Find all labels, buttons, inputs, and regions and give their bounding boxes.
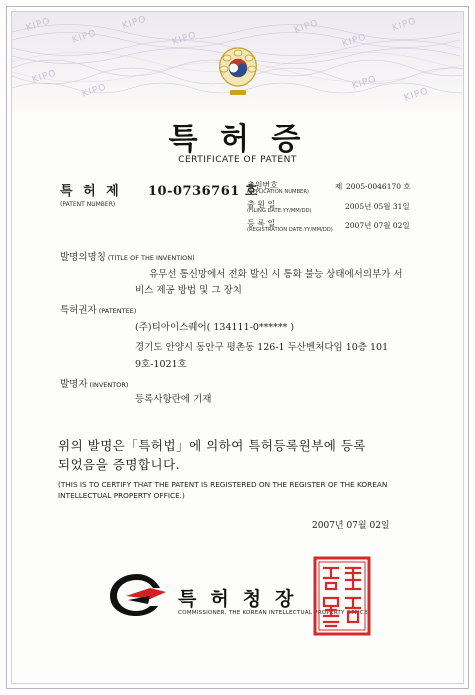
watermark-kipo-7: KIPO [391, 16, 419, 34]
watermark-kipo-2: KIPO [71, 28, 99, 46]
filing-date-label: 출 원 일 [247, 200, 276, 209]
inventor-value: 등록사항란에 기재 [135, 394, 212, 405]
invention-title-label-en: (TITLE OF THE INVENTION) [107, 254, 195, 262]
certification-statement [58, 436, 438, 474]
national-emblem-icon [212, 44, 264, 106]
patentee-label [60, 302, 136, 316]
certification-statement-en-line-1: (THIS IS TO CERTIFY THAT THE PATENT IS REGISTERED ON THE REGISTER OF THE KOREAN [58, 480, 388, 489]
patentee-name: (주)티아이스퀘어( 134111-0****** ) [135, 322, 295, 333]
application-number-label: 출원번호 [247, 181, 278, 190]
official-seal-icon [313, 556, 371, 636]
watermark-kipo-8: KIPO [31, 68, 59, 86]
patent-number-label: 특 허 제 [60, 184, 122, 199]
issue-date: 2007년 07월 02일 [312, 521, 390, 531]
kipo-logo-icon [106, 572, 168, 618]
certification-statement-en [58, 479, 458, 501]
application-number-value: 2005-0046170 호 [346, 182, 411, 191]
certificate-title: 특 허 증 [168, 122, 307, 157]
registration-date-value: 2007년 07월 02일 [345, 221, 410, 230]
watermark-kipo-10: KIPO [351, 74, 379, 92]
issuer-title: 특허청장 [178, 588, 308, 610]
invention-title-line-1: 유무선 통신망에서 전화 발신 시 통화 불능 상태에서의부가 서 [149, 269, 403, 280]
invention-title-label-ko: 발명의명칭 [60, 252, 106, 263]
registration-date-label: 등 록 일 [247, 219, 276, 228]
invention-title-label [60, 249, 195, 263]
application-number-prefix: 제 [335, 182, 343, 191]
certificate-subtitle: CERTIFICATE OF PATENT [178, 155, 297, 165]
watermark-kipo-3: KIPO [121, 14, 149, 32]
filing-date-value: 2005년 05월 31일 [345, 202, 410, 211]
patentee-label-ko: 특허권자 [60, 305, 97, 316]
patent-number-value: 10-0736761 호 [148, 184, 258, 199]
patentee-address-line-2: 9호-1021호 [135, 359, 187, 370]
patentee-label-en: (PATENTEE) [98, 307, 137, 315]
inventor-label-en: (INVENTOR) [89, 381, 129, 389]
certification-statement-en-line-2: INTELLECTUAL PROPERTY OFFICE.) [58, 491, 185, 500]
filing-date-label-en: (FILING DATE:YY/MM/DD) [247, 208, 312, 214]
watermark-kipo-5: KIPO [293, 18, 321, 36]
patentee-address-line-1: 경기도 안양시 동안구 평촌동 126-1 두산벤처다임 10층 101 [135, 342, 389, 353]
certification-statement-line-2: 되었음을 증명합니다. [58, 457, 181, 472]
invention-title-line-2: 비스 제공 방법 및 그 장치 [135, 285, 242, 296]
watermark-kipo-1: KIPO [25, 16, 53, 34]
watermark-kipo-6: KIPO [341, 32, 369, 50]
watermark-kipo-4: KIPO [171, 30, 199, 48]
watermark-kipo-11: KIPO [403, 86, 431, 104]
certification-statement-line-1: 위의 발명은「특허법」에 의하여 특허등록원부에 등록 [58, 438, 366, 453]
watermark-kipo-9: KIPO [81, 82, 109, 100]
inventor-label-ko: 발명자 [60, 379, 88, 390]
issuer-title-en: COMMISSIONER, THE KOREAN INTELLECTUAL PROPERTY OFFICE [178, 610, 368, 616]
patent-number-label-en: (PATENT NUMBER) [60, 201, 116, 208]
registration-date-label-en: (REGISTRATION DATE:YY/MM/DD) [247, 227, 333, 233]
application-number-label-en: (APPLICATION NUMBER) [247, 189, 309, 195]
inventor-label [60, 376, 128, 390]
